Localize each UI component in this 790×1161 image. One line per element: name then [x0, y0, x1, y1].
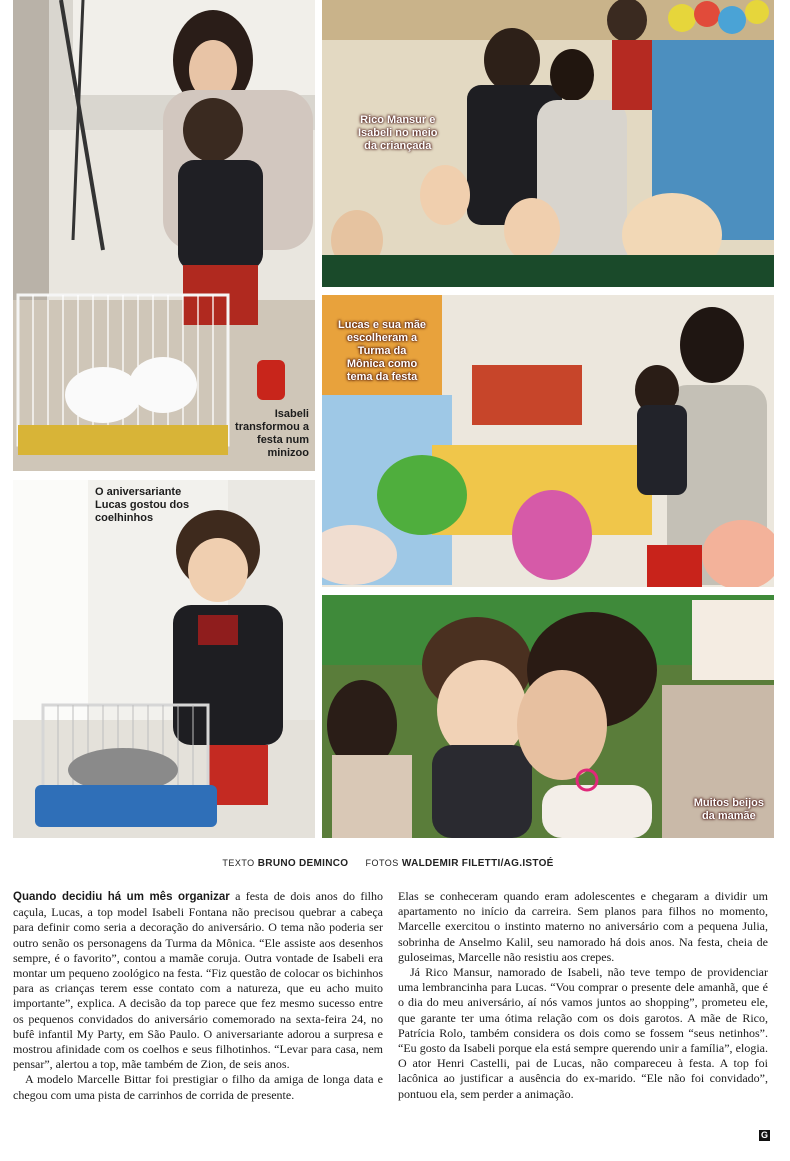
article-paragraph: Elas se conheceram quando eram adolescentes e chegaram a dividir um apartamento no início da carreira. Sem planos para filhos no momento, Marcelle exercitou o instinto materno no aniversário com a pequena Julia, sobrinha de Anselmo Kalil, seu namorado há dois anos. Na festa, cheia de guloseimas, Marcelle não resistiu aos crepes.	[398, 889, 768, 964]
end-mark: G	[760, 1130, 768, 1140]
credits-line	[0, 858, 790, 869]
caption-kiss: Muitos beijos da mamãe	[693, 797, 764, 822]
bunnies-image	[13, 480, 315, 838]
caption-party-table: Lucas e sua mãe escolheram a Turma da Mônica como tema da festa	[338, 319, 427, 383]
photo-kiss	[322, 595, 774, 838]
article-paragraph	[13, 889, 383, 1072]
photo-minizoo	[13, 0, 315, 471]
caption-crowd: Rico Mansur e Isabeli no meio da criançada	[358, 114, 438, 152]
article-lead: Quando decidiu há um mês organizar	[13, 891, 230, 903]
article-paragraph: A modelo Marcelle Bittar foi prestigiar o filho da amiga de longa data e chegou com uma pista de carrinhos de corrida de presente.	[13, 1072, 383, 1102]
minizoo-image	[13, 0, 315, 471]
photo-crowd	[322, 0, 774, 287]
article-paragraph: Já Rico Mansur, namorado de Isabeli, não teve tempo de providenciar uma lembrancinha para Lucas. “Vou comprar o presente dele amanhã, que é o dia do meu aniversário, aí nós vamos juntos ao shopping”, prometeu ele, que garante ter uma ótima relação com os dois garotos. A mãe de Rico, Patrícia Rolo, também considera os dois como se fossem “seus netinhos”. “Eu gosto da Isabeli porque ela está sempre querendo unir a família”, elogia. O ator Henri Castelli, pai de Lucas, não compareceu à festa. A top foi lacônica ao justificar a ausência do ex-marido. “Ele não foi convidado”, pontuou ela, sem perder a animação.	[398, 965, 768, 1101]
photo-bunnies	[13, 480, 315, 838]
article-column-right	[398, 889, 768, 1102]
caption-bunnies: O aniversariante Lucas gostou dos coelhinhos	[95, 486, 190, 524]
text-credit-author: BRUNO DEMINCO	[257, 858, 349, 869]
photo-credit-author: WALDEMIR FILETTI/AG.ISTOÉ	[401, 858, 554, 869]
article-text: a festa de dois anos do filho caçula, Lucas, a top model Isabeli Fontana não precisou quebrar a cabeça para definir como seria a decoração do aniversário. O tema não poderia ser outro senão os personagens da Turma da Mônica. “Ele assiste aos desenhos sempre, é o favorito”, contou a mamãe coruja. Outra vontade de Isabeli era montar um pequeno zoológico na festa. “Fiz questão de colocar os bichinhos para as crianças terem esse contato com a natureza, que eu acho muito importante”, explica. A decisão da top parece que fez mesmo sucesso entre os pequenos convidados do aniversário comemorado na sexta-feira 24, no bufê infantil My Party, em São Paulo. O aniversariante adorou a surpresa e mostrou afinidade com os coelhos e seus filhotinhos. “Levar para casa, nem pensar”, alertou a top, mãe também de Zion, de seis anos.	[13, 889, 383, 1072]
photo-party-table	[322, 295, 774, 587]
caption-minizoo: Isabeli transformou a festa num minizoo	[235, 408, 309, 459]
photo-credit-label: FOTOS	[365, 858, 399, 868]
article-column-left	[13, 889, 383, 1103]
text-credit-label: TEXTO	[222, 858, 255, 868]
